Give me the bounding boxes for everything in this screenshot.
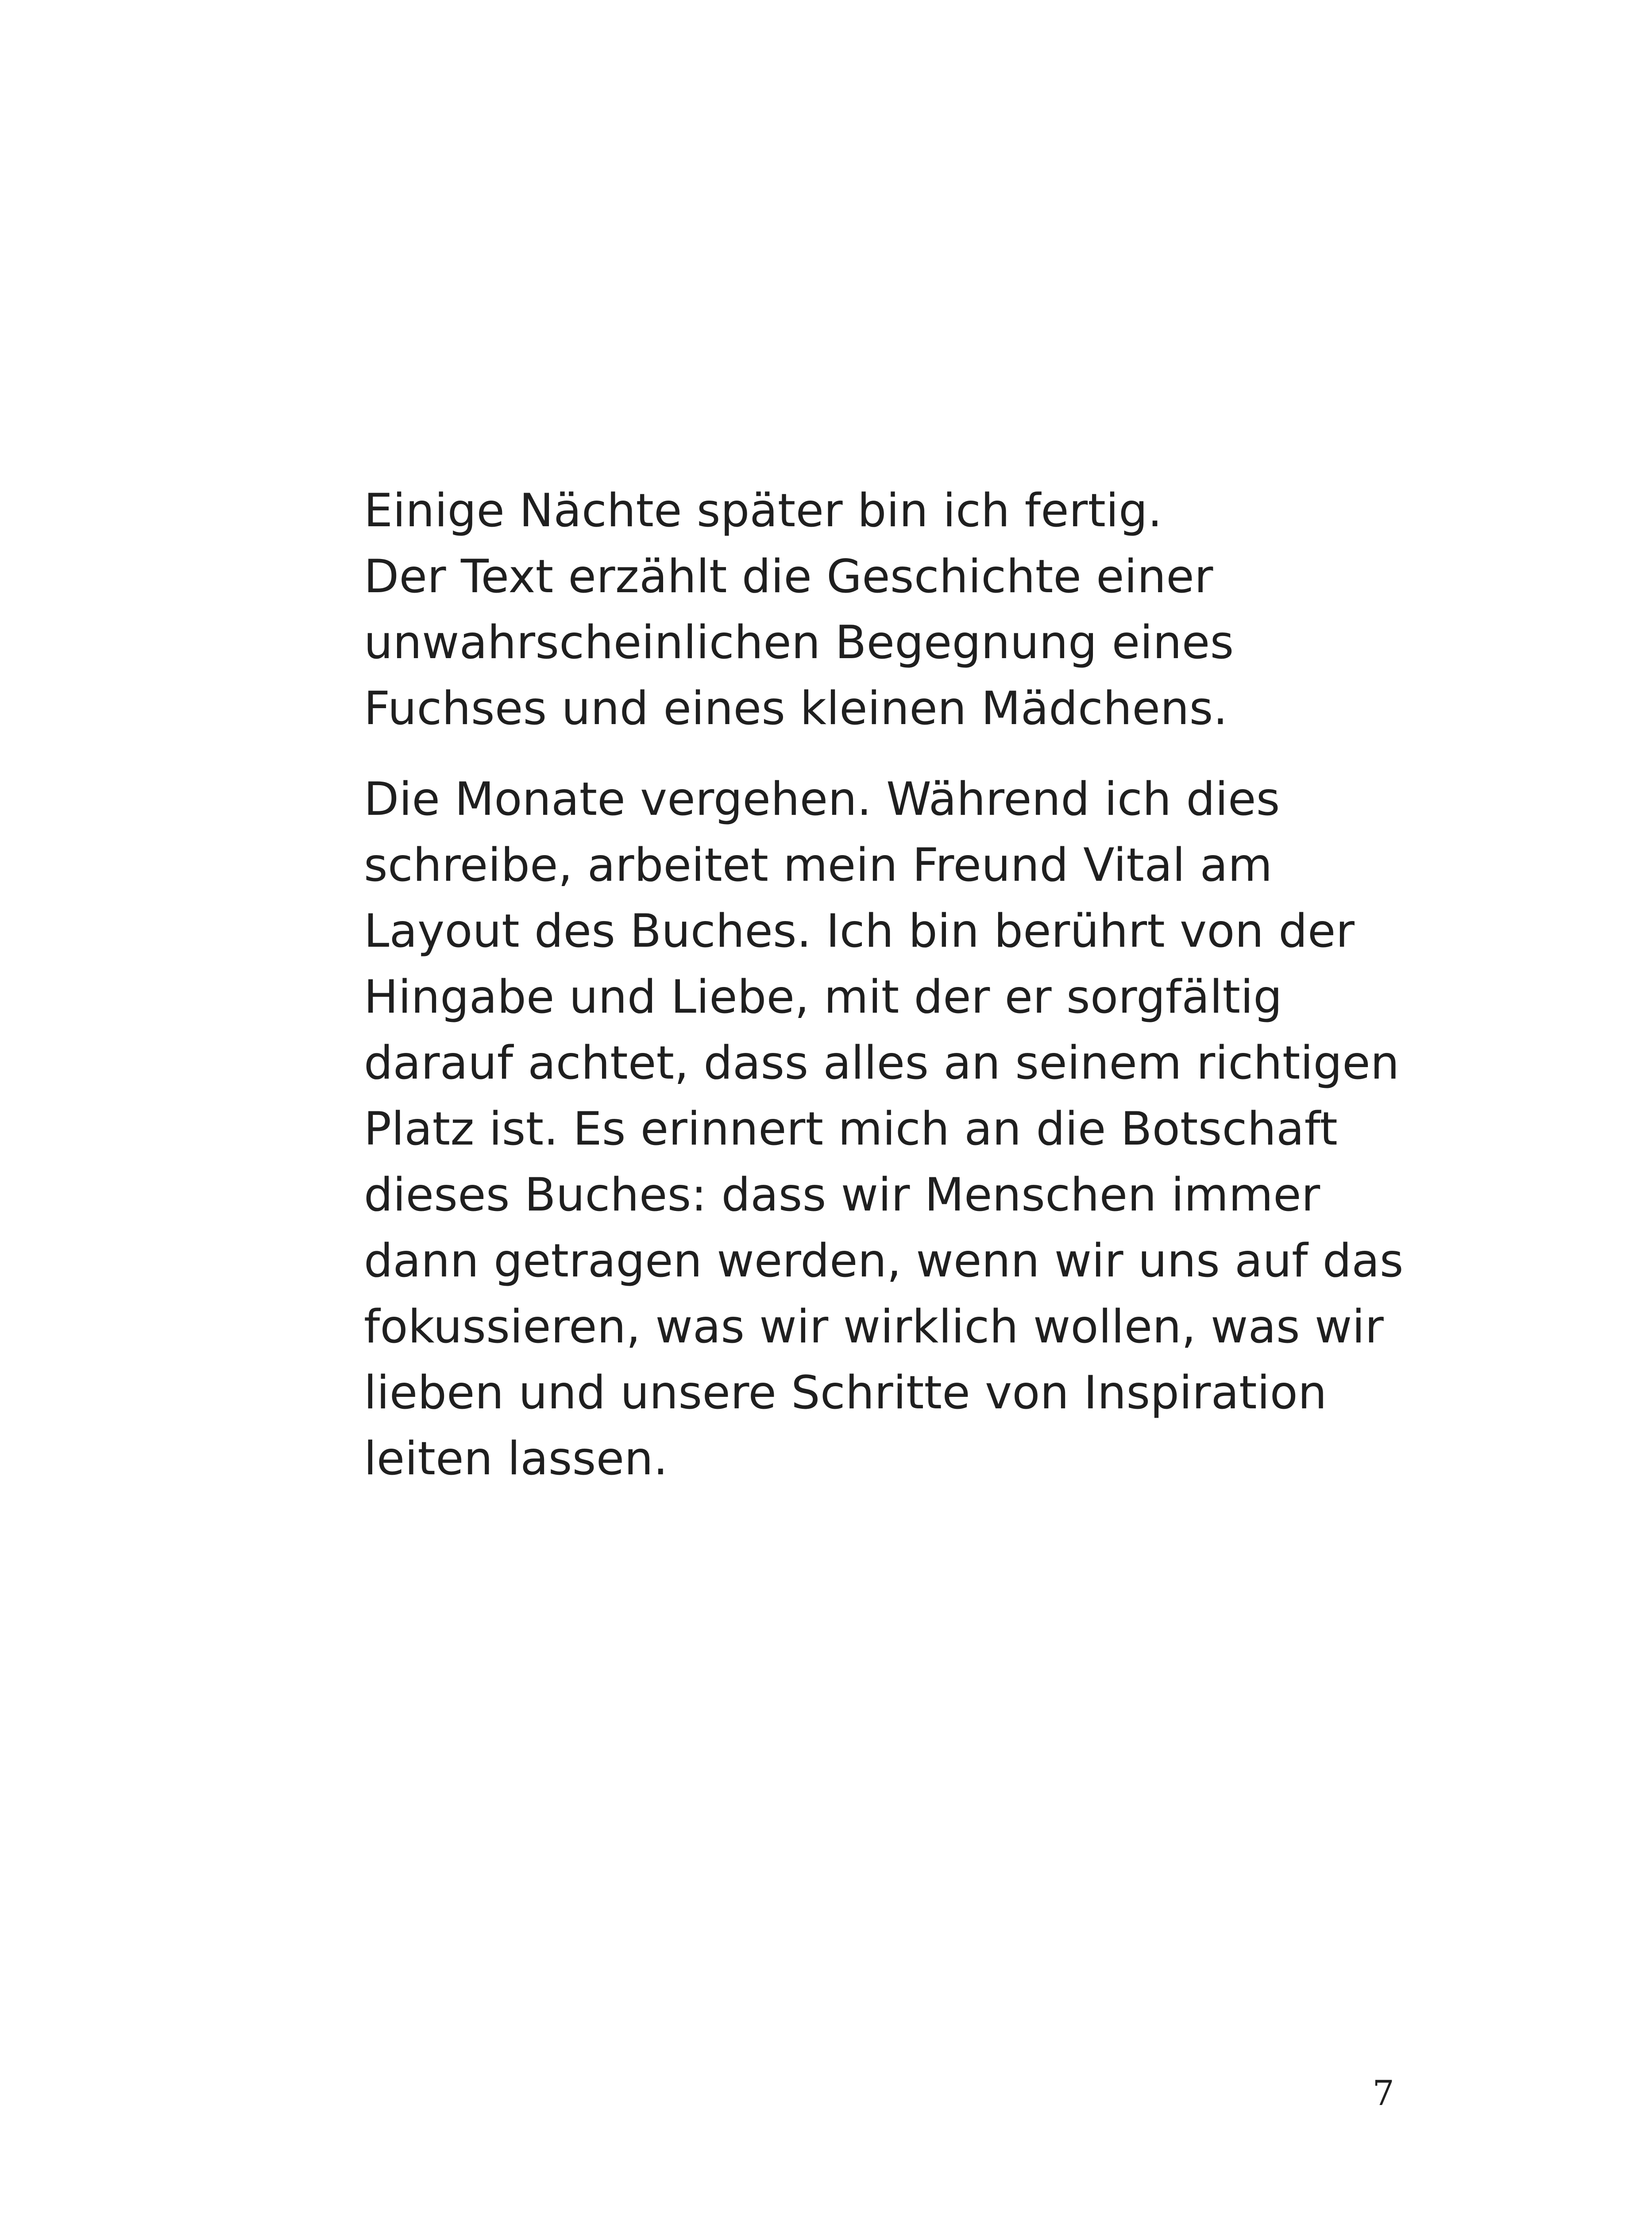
text-line: dann getragen werden, wenn wir uns auf das — [364, 1234, 1404, 1288]
text-line: Der Text erzählt die Geschichte einer — [364, 550, 1213, 603]
text-line: darauf achtet, dass alles an seinem richtigen — [364, 1037, 1400, 1090]
text-line: fokussieren, was wir wirklich wollen, was wir — [364, 1300, 1384, 1353]
text-line: schreibe, arbeitet mein Freund Vital am — [364, 839, 1273, 892]
text-line: Layout des Buches. Ich bin berührt von der — [364, 905, 1355, 958]
text-line: Die Monate vergehen. Während ich dies — [364, 773, 1280, 826]
text-line: Hingabe und Liebe, mit der er sorgfältig — [364, 971, 1282, 1024]
text-line: Platz ist. Es erinnert mich an die Botschaft — [364, 1103, 1338, 1156]
text-line: Einige Nächte später bin ich fertig. — [364, 484, 1162, 537]
text-line: Fuchses und eines kleinen Mädchens. — [364, 682, 1228, 735]
text-line: dieses Buches: dass wir Menschen immer — [364, 1168, 1320, 1222]
text-line: unwahrscheinlichen Begegnung eines — [364, 616, 1234, 669]
text-line: lieben und unsere Schritte von Inspiration — [364, 1366, 1327, 1419]
paragraph-1 — [364, 478, 1417, 742]
body-text — [364, 478, 1417, 1492]
page-number: 7 — [1372, 2074, 1394, 2113]
text-line: leiten lassen. — [364, 1432, 668, 1485]
paragraph-2 — [364, 767, 1417, 1492]
